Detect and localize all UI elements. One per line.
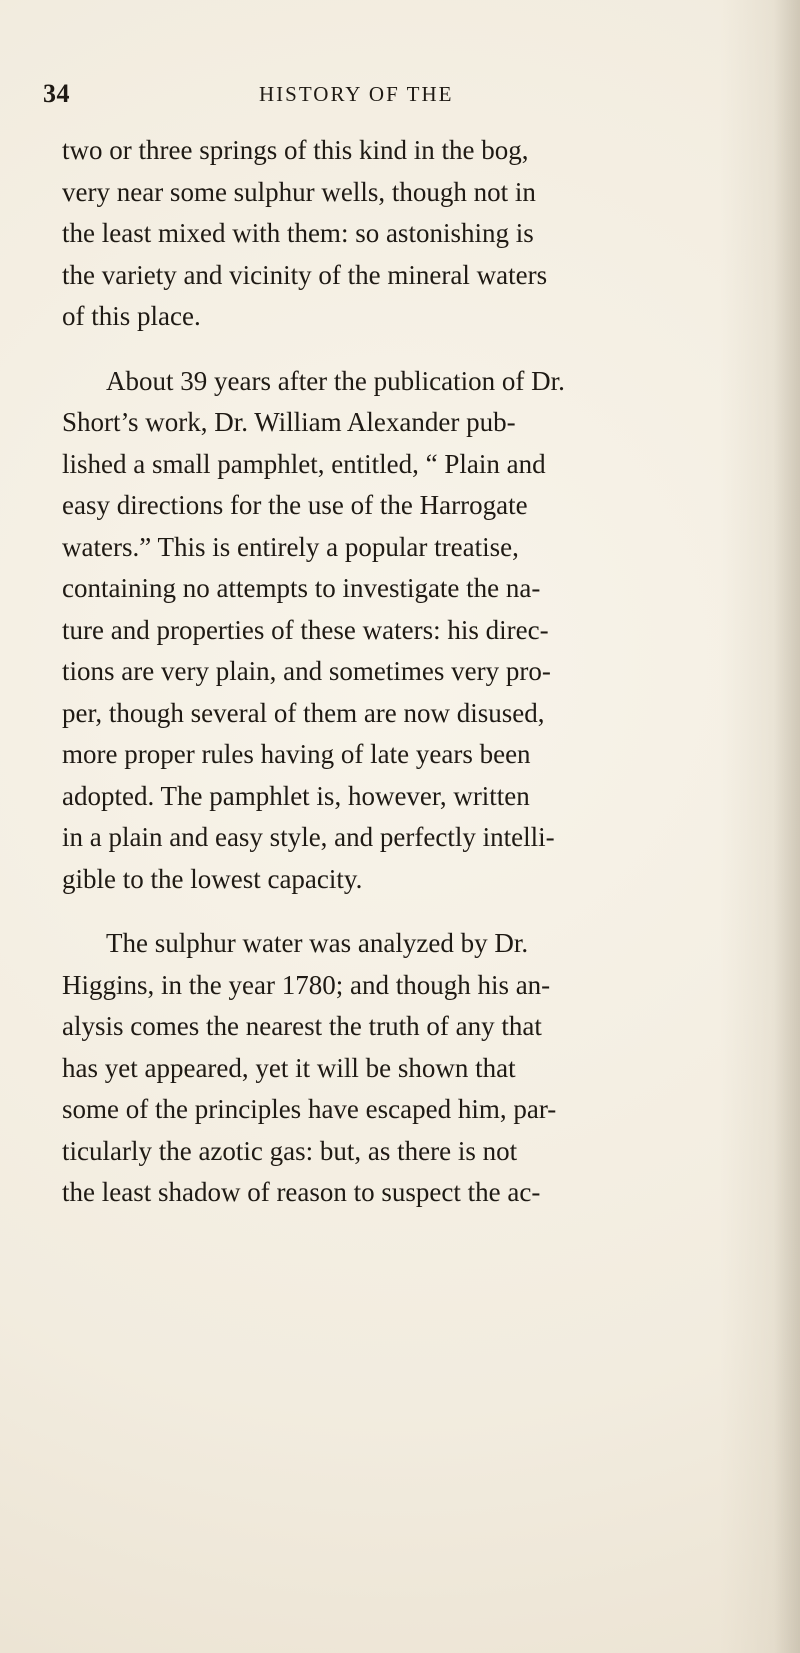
text-line: containing no attempts to investigate the na- [62,573,541,603]
page-number: 34 [43,79,70,108]
text-line: The sulphur water was analyzed by Dr. [106,928,529,958]
page-header [43,78,723,110]
paragraph-1 [62,130,722,338]
text-line: Short’s work, Dr. William Alexander pub- [62,407,516,437]
text-line: adopted. The pamphlet is, however, written [62,780,530,811]
text-line: the variety and vicinity of the mineral waters [62,259,548,290]
text-line: waters.” This is entirely a popular treatise, [62,531,519,562]
text-line: has yet appeared, yet it will be shown that [62,1052,516,1083]
text-line: ture and properties of these waters: his direc- [62,614,549,645]
paragraph-3 [62,923,722,1214]
text-line: the least shadow of reason to suspect the ac- [62,1177,541,1207]
text-line: alysis comes the nearest the truth of any that [62,1011,542,1041]
text-line: ticularly the azotic gas: but, as there is not [62,1135,518,1166]
text-line: easy directions for the use of the Harrogate [62,490,528,520]
text-line: tions are very plain, and sometimes very pro- [62,656,551,686]
text-line: some of the principles have escaped him, par- [62,1094,557,1124]
text-line: gible to the lowest capacity. [62,863,363,894]
body-text [62,130,722,1214]
text-line: the least mixed with them: so astonishing is [62,218,534,248]
text-line: of this place. [62,301,201,331]
text-line: very near some sulphur wells, though not in [62,176,536,207]
text-line: About 39 years after the publication of Dr. [106,365,565,396]
text-line: two or three springs of this kind in the bog, [62,135,529,165]
text-line: Higgins, in the year 1780; and though his an- [62,969,551,1000]
text-line: in a plain and easy style, and perfectly intelli- [62,822,555,852]
paragraph-2 [62,361,722,901]
page-edge-shadow [774,0,800,1653]
running-head: HISTORY OF THE [259,82,454,106]
text-line: lished a small pamphlet, entitled, “ Plain and [62,448,546,479]
text-line: per, though several of them are now disused, [62,697,545,728]
text-line: more proper rules having of late years been [62,739,531,769]
